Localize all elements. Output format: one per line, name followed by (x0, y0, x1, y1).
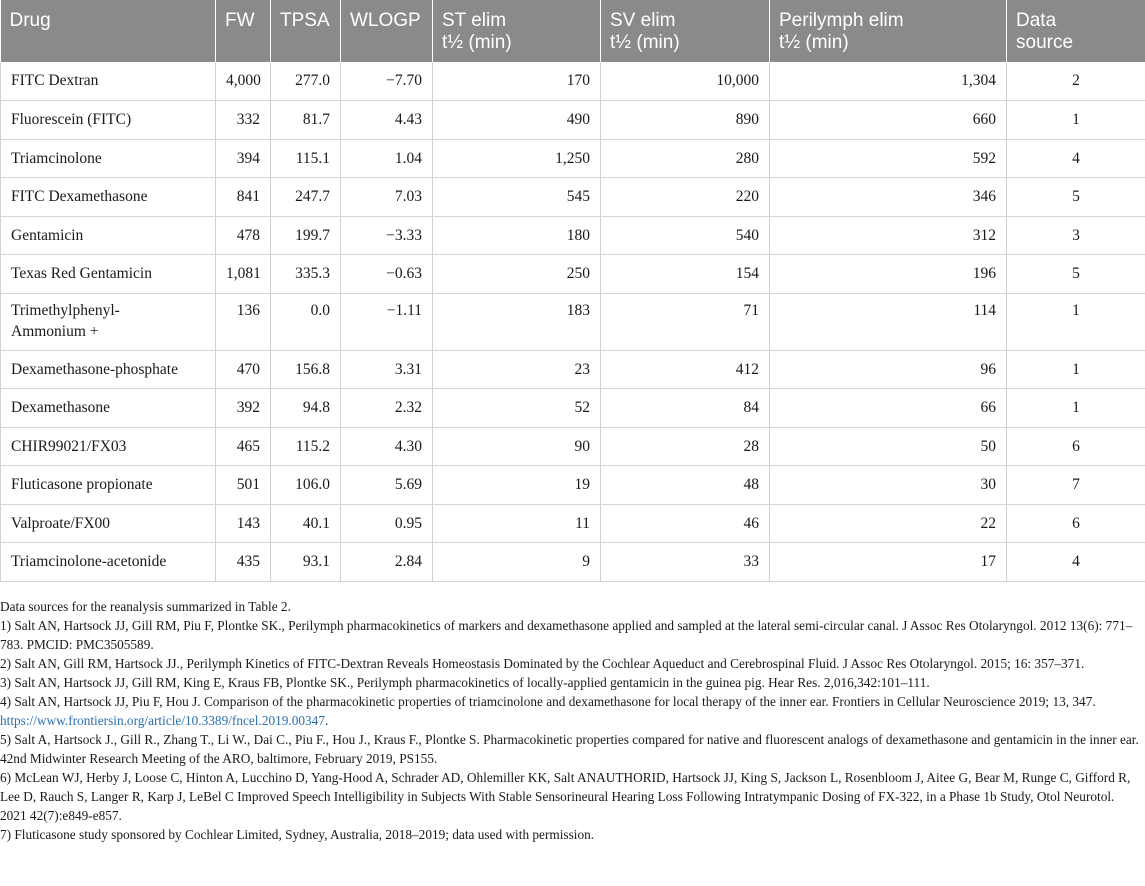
table-cell-fw: 1,081 (216, 255, 271, 294)
table-cell-drug: Triamcinolone (1, 139, 216, 178)
table-cell-wlogp: 3.31 (341, 350, 433, 389)
table-cell-st-elim: 250 (433, 255, 601, 294)
table-cell-sv-elim: 890 (601, 101, 770, 140)
table-cell-data-source: 3 (1007, 216, 1145, 255)
table-cell-wlogp: 7.03 (341, 178, 433, 217)
table-cell-perilymph-elim: 22 (770, 504, 1007, 543)
table-cell-wlogp: 2.32 (341, 389, 433, 428)
table-cell-sv-elim: 280 (601, 139, 770, 178)
table-cell-perilymph-elim: 346 (770, 178, 1007, 217)
table-cell-tpsa: 81.7 (271, 101, 341, 140)
table-row (1, 293, 1145, 350)
table-cell-st-elim: 52 (433, 389, 601, 428)
table-cell-tpsa: 93.1 (271, 543, 341, 582)
column-header-fw: FW (216, 0, 271, 62)
table-cell-data-source: 2 (1007, 62, 1145, 101)
table-cell-wlogp: −1.11 (341, 293, 433, 350)
table-cell-data-source: 6 (1007, 504, 1145, 543)
table-cell-tpsa: 40.1 (271, 504, 341, 543)
column-header-perilymph-elim: Perilymph elim t½ (min) (770, 0, 1007, 62)
table-cell-perilymph-elim: 96 (770, 350, 1007, 389)
table-cell-fw: 470 (216, 350, 271, 389)
table-cell-sv-elim: 28 (601, 427, 770, 466)
column-header-tpsa: TPSA (271, 0, 341, 62)
column-header-wlogp: WLOGP (341, 0, 433, 62)
table-cell-sv-elim: 540 (601, 216, 770, 255)
table-cell-wlogp: −0.63 (341, 255, 433, 294)
table-cell-tpsa: 277.0 (271, 62, 341, 101)
table-row (1, 101, 1145, 140)
table-cell-st-elim: 11 (433, 504, 601, 543)
table-row (1, 216, 1145, 255)
table-row (1, 255, 1145, 294)
table-cell-drug: Valproate/FX00 (1, 504, 216, 543)
table-cell-sv-elim: 154 (601, 255, 770, 294)
table-cell-st-elim: 23 (433, 350, 601, 389)
table-cell-fw: 435 (216, 543, 271, 582)
table-cell-data-source: 5 (1007, 178, 1145, 217)
table-cell-sv-elim: 10,000 (601, 62, 770, 101)
footnote-intro: Data sources for the reanalysis summarized in Table 2. (0, 599, 291, 614)
reference-list (0, 616, 1140, 844)
table-cell-drug: Trimethylphenyl- Ammonium + (1, 293, 216, 350)
table-cell-st-elim: 9 (433, 543, 601, 582)
table-cell-st-elim: 170 (433, 62, 601, 101)
table-cell-drug: Fluorescein (FITC) (1, 101, 216, 140)
table-cell-st-elim: 545 (433, 178, 601, 217)
table-cell-data-source: 5 (1007, 255, 1145, 294)
table-cell-perilymph-elim: 196 (770, 255, 1007, 294)
table-cell-drug: Dexamethasone (1, 389, 216, 428)
table-cell-wlogp: 4.30 (341, 427, 433, 466)
table-cell-data-source: 1 (1007, 101, 1145, 140)
table-cell-sv-elim: 48 (601, 466, 770, 505)
table-cell-tpsa: 115.2 (271, 427, 341, 466)
table-cell-wlogp: 4.43 (341, 101, 433, 140)
table-cell-drug: Gentamicin (1, 216, 216, 255)
table-cell-sv-elim: 84 (601, 389, 770, 428)
table-cell-tpsa: 199.7 (271, 216, 341, 255)
column-header-data-source: Data source (1007, 0, 1145, 62)
table-cell-wlogp: 5.69 (341, 466, 433, 505)
table-cell-sv-elim: 71 (601, 293, 770, 350)
table-cell-st-elim: 183 (433, 293, 601, 350)
table-cell-fw: 501 (216, 466, 271, 505)
table-row (1, 427, 1145, 466)
table-row (1, 504, 1145, 543)
table-cell-drug: Dexamethasone-phosphate (1, 350, 216, 389)
table-cell-tpsa: 94.8 (271, 389, 341, 428)
table-cell-data-source: 1 (1007, 350, 1145, 389)
table-cell-fw: 136 (216, 293, 271, 350)
column-header-st-elim: ST elim t½ (min) (433, 0, 601, 62)
table-cell-data-source: 7 (1007, 466, 1145, 505)
table-cell-drug: FITC Dextran (1, 62, 216, 101)
table-cell-st-elim: 90 (433, 427, 601, 466)
table-cell-drug: Fluticasone propionate (1, 466, 216, 505)
table-cell-sv-elim: 33 (601, 543, 770, 582)
table-cell-st-elim: 19 (433, 466, 601, 505)
reference-link[interactable]: https://www.frontiersin.org/article/10.3389/fncel.2019.00347 (0, 713, 325, 728)
table-cell-perilymph-elim: 114 (770, 293, 1007, 350)
table-cell-wlogp: 1.04 (341, 139, 433, 178)
table-cell-tpsa: 247.7 (271, 178, 341, 217)
table-row (1, 350, 1145, 389)
table-row (1, 543, 1145, 582)
table-cell-drug: FITC Dexamethasone (1, 178, 216, 217)
table-cell-fw: 478 (216, 216, 271, 255)
table-row (1, 139, 1145, 178)
reference-item: 4) Salt AN, Hartsock JJ, Piu F, Hou J. Comparison of the pharmacokinetic properties of triamcinolone and dexamethasone for local therapy of the inner ear. Frontiers in Cellular Neuroscience 2019; 13, 347. https://www.frontiersin.org/article/10.3389/fncel.2019.00347. (0, 694, 1096, 728)
table-cell-drug: Texas Red Gentamicin (1, 255, 216, 294)
table-cell-fw: 4,000 (216, 62, 271, 101)
table-cell-st-elim: 1,250 (433, 139, 601, 178)
table-cell-st-elim: 490 (433, 101, 601, 140)
table-cell-tpsa: 335.3 (271, 255, 341, 294)
table-cell-wlogp: −7.70 (341, 62, 433, 101)
table-cell-fw: 392 (216, 389, 271, 428)
reference-item: 3) Salt AN, Hartsock JJ, Gill RM, King E, Kraus FB, Plontke SK., Perilymph pharmacokinetics of locally-applied gentamicin in the guinea pig. Hear Res. 2,016,342:101–111. (0, 675, 930, 690)
reference-item: 7) Fluticasone study sponsored by Cochlear Limited, Sydney, Australia, 2018–2019; data used with permission. (0, 827, 595, 842)
table-body (1, 62, 1145, 581)
table-cell-perilymph-elim: 66 (770, 389, 1007, 428)
table-cell-wlogp: −3.33 (341, 216, 433, 255)
table-cell-tpsa: 0.0 (271, 293, 341, 350)
table-cell-wlogp: 0.95 (341, 504, 433, 543)
table-cell-sv-elim: 220 (601, 178, 770, 217)
column-header-drug: Drug (1, 0, 216, 62)
table-cell-data-source: 4 (1007, 543, 1145, 582)
table-cell-st-elim: 180 (433, 216, 601, 255)
table-cell-fw: 332 (216, 101, 271, 140)
table-cell-drug: CHIR99021/FX03 (1, 427, 216, 466)
table-row (1, 62, 1145, 101)
table-row (1, 389, 1145, 428)
table-cell-perilymph-elim: 17 (770, 543, 1007, 582)
table-cell-wlogp: 2.84 (341, 543, 433, 582)
table-cell-perilymph-elim: 660 (770, 101, 1007, 140)
table-cell-data-source: 1 (1007, 389, 1145, 428)
table-row (1, 466, 1145, 505)
table-cell-data-source: 6 (1007, 427, 1145, 466)
table-cell-perilymph-elim: 1,304 (770, 62, 1007, 101)
table-cell-tpsa: 156.8 (271, 350, 341, 389)
table-cell-data-source: 4 (1007, 139, 1145, 178)
table-cell-data-source: 1 (1007, 293, 1145, 350)
table-cell-fw: 465 (216, 427, 271, 466)
reference-item: 1) Salt AN, Hartsock JJ, Gill RM, Piu F, Plontke SK., Perilymph pharmacokinetics of markers and dexamethasone applied and sampled at the lateral semi-circular canal. J Assoc Res Otolaryngol. 2012 13(6): 771–783. PMCID: PMC3505589. (0, 618, 1133, 652)
reference-item: 6) McLean WJ, Herby J, Loose C, Hinton A, Lucchino D, Yang-Hood A, Schrader AD, Ohlemiller KK, Salt ANAUTHORID, Hartsock JJ, King S, Jackson L, Rosenbloom J, Aitee G, Bear M, Runge C, Gifford R, Lee D, Rauch S, Langer R, Karp J, LeBel C Improved Speech Intelligibility in Subjects With Stable Sensorineural Hearing Loss Following Intratympanic Dosing of FX-322, in a Phase 1b Study, Otol Neurotol. 2021 42(7):e849-e857. (0, 770, 1131, 823)
reference-item: 2) Salt AN, Gill RM, Hartsock JJ., Perilymph Kinetics of FITC-Dextran Reveals Homeostasis Dominated by the Cochlear Aqueduct and Cerebrospinal Fluid. J Assoc Res Otolaryngol. 2015; 16: 357–371. (0, 656, 1085, 671)
column-header-sv-elim: SV elim t½ (min) (601, 0, 770, 62)
table-cell-tpsa: 106.0 (271, 466, 341, 505)
table-cell-perilymph-elim: 592 (770, 139, 1007, 178)
table-cell-fw: 841 (216, 178, 271, 217)
table-header-row (1, 0, 1145, 62)
table-cell-perilymph-elim: 30 (770, 466, 1007, 505)
table-cell-sv-elim: 412 (601, 350, 770, 389)
table-cell-perilymph-elim: 312 (770, 216, 1007, 255)
table-row (1, 178, 1145, 217)
table-footnotes (0, 597, 1140, 844)
table-cell-sv-elim: 46 (601, 504, 770, 543)
table-cell-perilymph-elim: 50 (770, 427, 1007, 466)
table-cell-drug: Triamcinolone-acetonide (1, 543, 216, 582)
table-cell-fw: 394 (216, 139, 271, 178)
table-cell-tpsa: 115.1 (271, 139, 341, 178)
table-cell-fw: 143 (216, 504, 271, 543)
reference-item: 5) Salt A, Hartsock J., Gill R., Zhang T., Li W., Dai C., Piu F., Hou J., Kraus F., Plontke S. Pharmacokinetic properties compared for native and fluorescent analogs of dexamethasone and gentamicin in the inner ear. 42nd Midwinter Research Meeting of the ARO, baltimore, February 2019, PS155. (0, 732, 1139, 766)
